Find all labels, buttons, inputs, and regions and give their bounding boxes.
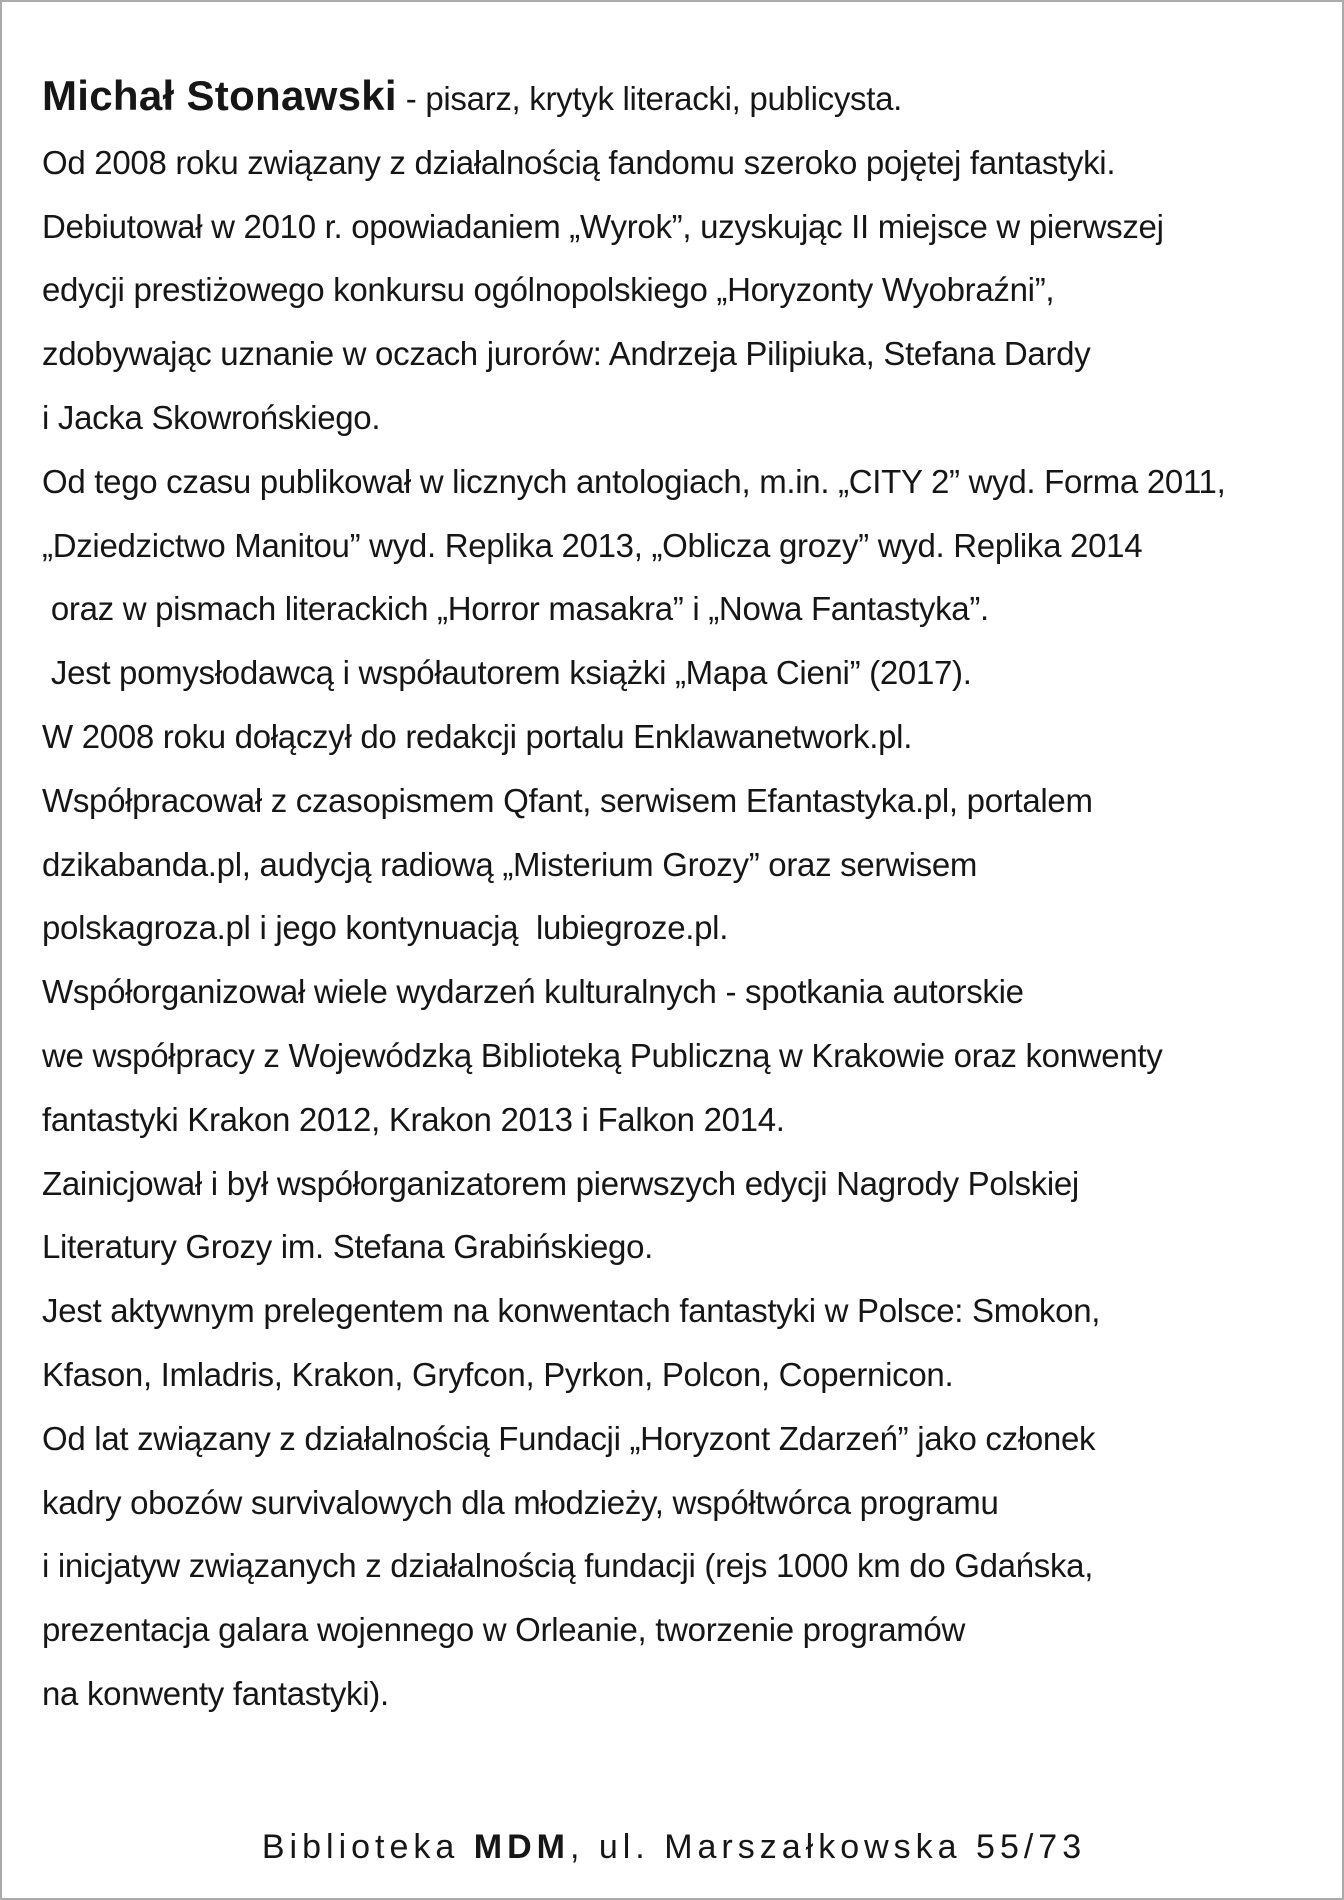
bio-line: W 2008 roku dołączył do redakcji portalu Enklawanetwork.pl.: [42, 717, 913, 755]
bio-line: Zainicjował i był współorganizatorem pierwszych edycji Nagrody Polskiej: [42, 1164, 1079, 1202]
footer-address-line: [2, 1828, 1344, 1867]
author-subtitle: - pisarz, krytyk literacki, publicysta.: [396, 80, 903, 117]
bio-line: oraz w pismach literackich „Horror masakra” i „Nowa Fantastyka”.: [42, 590, 989, 628]
footer-library-name: Biblioteka: [261, 1828, 474, 1866]
bio-line: edycji prestiżowego konkursu ogólnopolskiego „Horyzonty Wyobraźni”,: [42, 271, 1055, 309]
bio-content: [42, 64, 1322, 1726]
bio-line: Od tego czasu publikował w licznych antologiach, m.in. „CITY 2” wyd. Forma 2011,: [42, 462, 1226, 500]
bio-line: „Dziedzictwo Manitou” wyd. Replika 2013, „Oblicza grozy” wyd. Replika 2014: [42, 526, 1143, 564]
bio-line: Kfason, Imladris, Krakon, Gryfcon, Pyrkon, Polcon, Copernicon.: [42, 1355, 954, 1393]
bio-line: kadry obozów survivalowych dla młodzieży, współtwórca programu: [42, 1483, 999, 1521]
bio-line: Współorganizował wiele wydarzeń kulturalnych - spotkania autorskie: [42, 973, 1024, 1011]
bio-line: i Jacka Skowrońskiego.: [42, 398, 381, 436]
bio-line: Od lat związany z działalnością Fundacji „Horyzont Zdarzeń” jako członek: [42, 1419, 1096, 1457]
bio-line: prezentacja galara wojennego w Orleanie, tworzenie programów: [42, 1611, 966, 1649]
bio-line: Od 2008 roku związany z działalnością fandomu szeroko pojętej fantastyki.: [42, 143, 1116, 181]
bio-line: na konwenty fantastyki).: [42, 1674, 389, 1712]
bio-line: Debiutował w 2010 r. opowiadaniem „Wyrok”, uzyskując II miejsce w pierwszej: [42, 207, 1164, 245]
author-name: Michał Stonawski: [42, 72, 397, 119]
bio-line: Współpracował z czasopismem Qfant, serwisem Efantastyka.pl, portalem: [42, 781, 1093, 819]
bio-line: Jest pomysłodawcą i współautorem książki „Mapa Cieni” (2017).: [42, 654, 972, 692]
footer-street-address: , ul. Marszałkowska 55/73: [569, 1828, 1087, 1866]
footer-library-acronym: MDM: [473, 1828, 570, 1866]
bio-line: dzikabanda.pl, audycją radiową „Misterium Grozy” oraz serwisem: [42, 845, 978, 883]
bio-line: i inicjatyw związanych z działalnością fundacji (rejs 1000 km do Gdańska,: [42, 1547, 1094, 1585]
bio-line: Jest aktywnym prelegentem na konwentach fantastyki w Polsce: Smokon,: [42, 1292, 1101, 1330]
bio-line: polskagroza.pl i jego kontynuacją lubiegroze.pl.: [42, 909, 729, 947]
heading-line: [42, 64, 1322, 131]
bio-line: we współpracy z Wojewódzką Biblioteką Publiczną w Krakowie oraz konwenty: [42, 1036, 1163, 1074]
bio-line: Literatury Grozy im. Stefana Grabińskiego.: [42, 1228, 654, 1266]
bio-line: fantastyki Krakon 2012, Krakon 2013 i Falkon 2014.: [42, 1100, 785, 1138]
bio-line: zdobywając uznanie w oczach jurorów: Andrzeja Pilipiuka, Stefana Dardy: [42, 335, 1091, 373]
